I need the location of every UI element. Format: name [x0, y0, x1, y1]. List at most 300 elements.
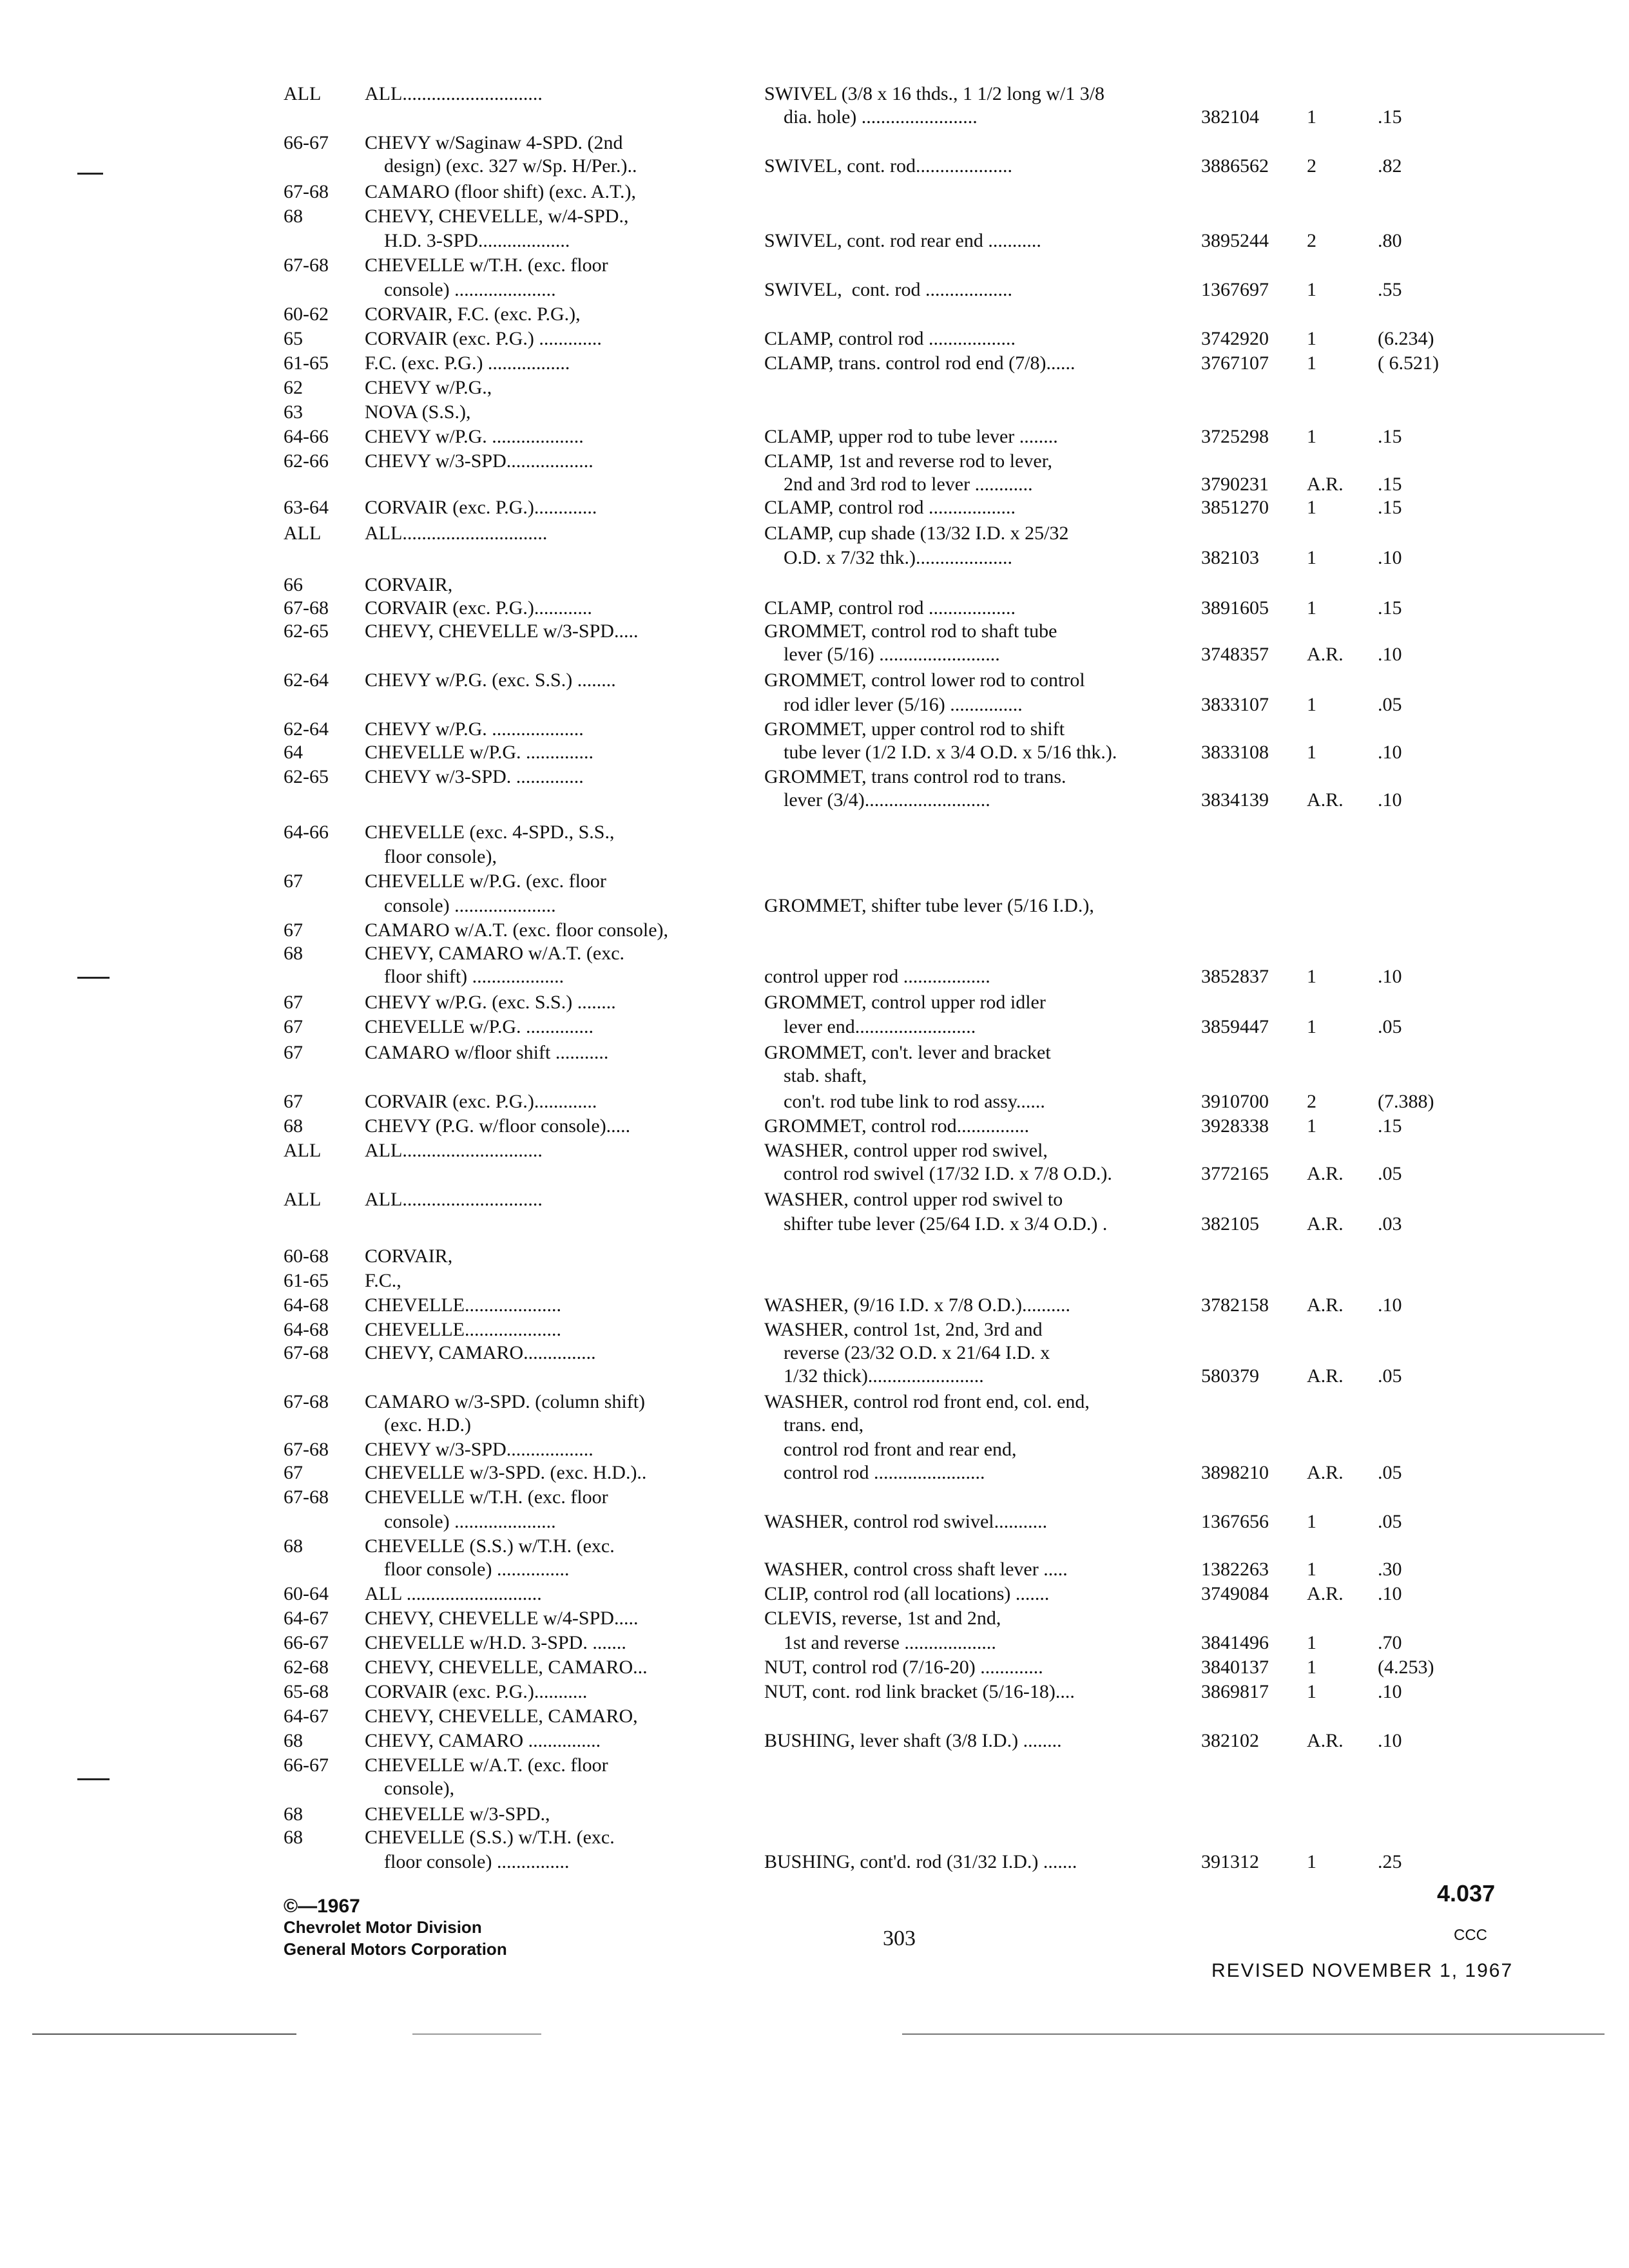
part-description: GROMMET, con't. lever and bracket — [764, 1042, 1051, 1063]
part-description: WASHER, (9/16 I.D. x 7/8 O.D.).......... — [764, 1294, 1070, 1316]
part-description: control rod front and rear end, — [764, 1439, 1017, 1460]
application: CHEVY w/P.G. ................... — [365, 718, 584, 740]
part-description: GROMMET, control rod to shaft tube — [764, 620, 1057, 642]
price: .03 — [1378, 1213, 1402, 1235]
quantity: 1 — [1307, 742, 1316, 763]
table-row — [0, 1704, 1629, 1729]
part-number: 3851270 — [1201, 497, 1269, 518]
part-description: dia. hole) ........................ — [764, 106, 978, 128]
price: .15 — [1378, 597, 1402, 619]
table-row — [0, 1040, 1629, 1066]
model-year: 64-68 — [284, 1294, 329, 1316]
model-year: 64-68 — [284, 1319, 329, 1340]
table-row — [0, 81, 1629, 107]
model-year: ALL — [284, 1189, 322, 1210]
part-number: 3767107 — [1201, 352, 1269, 374]
table-row — [0, 302, 1629, 327]
quantity: A.R. — [1307, 1583, 1344, 1604]
table-row — [0, 1728, 1629, 1754]
table-row — [0, 1268, 1629, 1294]
table-row — [0, 1485, 1629, 1510]
model-year: 65-68 — [284, 1681, 329, 1702]
part-number: 382103 — [1201, 547, 1259, 568]
table-row — [0, 1849, 1629, 1875]
part-description: control upper rod .................. — [764, 966, 990, 987]
quantity: 1 — [1307, 966, 1316, 987]
quantity: 1 — [1307, 497, 1316, 518]
application: console) ..................... — [365, 279, 556, 300]
quantity: 1 — [1307, 1681, 1316, 1702]
part-number: 3725298 — [1201, 426, 1269, 447]
application: CHEVELLE.................... — [365, 1319, 561, 1340]
application: ALL............................. — [365, 83, 543, 104]
model-year: 64-67 — [284, 1608, 329, 1629]
table-row — [0, 1161, 1629, 1187]
table-row — [0, 545, 1629, 571]
application: CHEVELLE w/T.H. (exc. floor — [365, 1486, 608, 1508]
application: CHEVELLE w/P.G. .............. — [365, 1016, 593, 1037]
application: CHEVY, CAMARO............... — [365, 1342, 596, 1363]
part-number: 391312 — [1201, 1851, 1259, 1872]
part-number: 3928338 — [1201, 1115, 1269, 1137]
part-number: 3891605 — [1201, 597, 1269, 619]
model-year: 66-67 — [284, 132, 329, 153]
price: .05 — [1378, 1511, 1402, 1532]
part-description: GROMMET, control rod............... — [764, 1115, 1030, 1137]
application: CAMARO w/floor shift ........... — [365, 1042, 609, 1063]
table-row — [0, 130, 1629, 156]
table-row — [0, 1753, 1629, 1778]
table-row — [0, 1317, 1629, 1343]
table-row — [0, 351, 1629, 376]
quantity: 1 — [1307, 426, 1316, 447]
price: .10 — [1378, 742, 1402, 763]
part-description: GROMMET, shifter tube lever (5/16 I.D.), — [764, 895, 1094, 916]
table-row — [0, 1825, 1629, 1850]
table-row — [0, 1363, 1629, 1389]
table-row — [0, 1776, 1629, 1802]
model-year: 63 — [284, 401, 303, 423]
part-description: CLAMP, upper rod to tube lever ........ — [764, 426, 1058, 447]
table-row — [0, 1014, 1629, 1040]
part-number: 3749084 — [1201, 1583, 1269, 1604]
quantity: 1 — [1307, 597, 1316, 619]
table-row — [0, 228, 1629, 254]
application: CHEVELLE w/T.H. (exc. floor — [365, 255, 608, 276]
table-row — [0, 572, 1629, 598]
part-number: 1367697 — [1201, 279, 1269, 300]
model-year: 62-65 — [284, 620, 329, 642]
part-number: 3834139 — [1201, 789, 1269, 811]
application: CORVAIR (exc. P.G.)............. — [365, 1091, 597, 1112]
model-year: 67-68 — [284, 1391, 329, 1412]
application: floor console) ............... — [365, 1851, 570, 1872]
application: CHEVY, CHEVELLE, w/4-SPD., — [365, 206, 629, 227]
table-row — [0, 1063, 1629, 1089]
application: ALL............................. — [365, 1189, 543, 1210]
part-description: WASHER, control upper rod swivel to — [764, 1189, 1063, 1210]
price: .10 — [1378, 789, 1402, 811]
part-description: WASHER, control 1st, 2nd, 3rd and — [764, 1319, 1043, 1340]
table-row — [0, 521, 1629, 546]
application: (exc. H.D.) — [365, 1414, 471, 1436]
application: CAMARO (floor shift) (exc. A.T.), — [365, 181, 637, 202]
application: CORVAIR (exc. P.G.) ............. — [365, 328, 602, 349]
application: F.C., — [365, 1270, 401, 1291]
quantity: 2 — [1307, 1091, 1316, 1112]
part-description: shifter tube lever (25/64 I.D. x 3/4 O.D.) . — [764, 1213, 1108, 1235]
table-row — [0, 668, 1629, 693]
table-row — [0, 764, 1629, 790]
application: floor console) ............... — [365, 1559, 570, 1580]
price: .05 — [1378, 1163, 1402, 1184]
model-year: 68 — [284, 943, 303, 964]
price: .10 — [1378, 1583, 1402, 1604]
table-row — [0, 1211, 1629, 1237]
model-year: 68 — [284, 1803, 303, 1825]
application: CHEVELLE w/P.G. .............. — [365, 742, 593, 763]
part-description: 1/32 thick)........................ — [764, 1365, 984, 1387]
application: H.D. 3-SPD................... — [365, 230, 570, 251]
table-row — [0, 642, 1629, 668]
part-number: 3748357 — [1201, 644, 1269, 665]
table-row — [0, 1389, 1629, 1415]
application: CHEVY w/P.G., — [365, 377, 492, 398]
table-row — [0, 716, 1629, 742]
quantity: 1 — [1307, 328, 1316, 349]
part-description: 2nd and 3rd rod to lever ............ — [764, 474, 1033, 495]
application: CHEVY, CHEVELLE, CAMARO... — [365, 1657, 648, 1678]
section-number: 4.037 — [1437, 1880, 1496, 1907]
model-year: 66-67 — [284, 1632, 329, 1653]
table-row — [0, 918, 1629, 943]
price: ( 6.521) — [1378, 352, 1439, 374]
application: CORVAIR, — [365, 1245, 453, 1267]
quantity: A.R. — [1307, 644, 1344, 665]
application: CORVAIR (exc. P.G.)........... — [365, 1681, 588, 1702]
part-description: 1st and reverse ................... — [764, 1632, 996, 1653]
quantity: 1 — [1307, 1511, 1316, 1532]
table-row — [0, 1630, 1629, 1656]
part-description: BUSHING, cont'd. rod (31/32 I.D.) ....... — [764, 1851, 1077, 1872]
table-row — [0, 692, 1629, 718]
margin-mark — [77, 173, 103, 175]
table-row — [0, 153, 1629, 179]
model-year: 62-65 — [284, 766, 329, 787]
part-description: WASHER, control rod swivel........... — [764, 1511, 1048, 1532]
part-number: 382104 — [1201, 106, 1259, 128]
price: .10 — [1378, 547, 1402, 568]
part-number: 3742920 — [1201, 328, 1269, 349]
model-year: 64-67 — [284, 1706, 329, 1727]
table-row — [0, 844, 1629, 870]
model-year: 62-64 — [284, 718, 329, 740]
quantity: 1 — [1307, 1115, 1316, 1137]
part-description: CLAMP, trans. control rod end (7/8)...... — [764, 352, 1075, 374]
application: CHEVELLE w/A.T. (exc. floor — [365, 1754, 608, 1776]
table-row — [0, 740, 1629, 765]
table-row — [0, 472, 1629, 497]
table-row — [0, 1460, 1629, 1486]
revision-date: REVISED NOVEMBER 1, 1967 — [1211, 1960, 1514, 1981]
table-row — [0, 1412, 1629, 1438]
table-row — [0, 179, 1629, 205]
part-number: 3910700 — [1201, 1091, 1269, 1112]
model-year: 64-66 — [284, 426, 329, 447]
application: CHEVY, CHEVELLE w/4-SPD..... — [365, 1608, 639, 1629]
part-description: CLAMP, cup shade (13/32 I.D. x 25/32 — [764, 523, 1069, 544]
model-year: 60-68 — [284, 1245, 329, 1267]
model-year: 62 — [284, 377, 303, 398]
part-number: 1367656 — [1201, 1511, 1269, 1532]
quantity: A.R. — [1307, 1213, 1344, 1235]
table-row — [0, 941, 1629, 966]
model-year: 66 — [284, 574, 303, 595]
quantity: 1 — [1307, 279, 1316, 300]
division-name: Chevrolet Motor Division — [284, 1917, 482, 1937]
part-number: 3898210 — [1201, 1462, 1269, 1483]
catalog-code: CCC — [1454, 1927, 1487, 1944]
part-description: trans. end, — [764, 1414, 864, 1436]
price: .05 — [1378, 694, 1402, 715]
application: console) ..................... — [365, 895, 556, 916]
model-year: 65 — [284, 328, 303, 349]
part-number: 3833107 — [1201, 694, 1269, 715]
table-row — [0, 424, 1629, 450]
price: (4.253) — [1378, 1657, 1434, 1678]
quantity: 1 — [1307, 352, 1316, 374]
quantity: 1 — [1307, 1851, 1316, 1872]
table-row — [0, 1655, 1629, 1680]
application: CHEVY w/3-SPD.................. — [365, 1439, 593, 1460]
application: CHEVY, CHEVELLE w/3-SPD..... — [365, 620, 639, 642]
application: CHEVELLE w/3-SPD. (exc. H.D.).. — [365, 1462, 647, 1483]
quantity: 2 — [1307, 155, 1316, 177]
model-year: 62-66 — [284, 450, 329, 472]
model-year: 68 — [284, 206, 303, 227]
price: .15 — [1378, 1115, 1402, 1137]
quantity: A.R. — [1307, 474, 1344, 495]
model-year: 68 — [284, 1115, 303, 1137]
quantity: A.R. — [1307, 789, 1344, 811]
quantity: A.R. — [1307, 1462, 1344, 1483]
part-description: lever (3/4).......................... — [764, 789, 990, 811]
quantity: 1 — [1307, 694, 1316, 715]
table-row — [0, 964, 1629, 990]
application: CORVAIR (exc. P.G.)............. — [365, 497, 597, 518]
part-number: 3790231 — [1201, 474, 1269, 495]
table-row — [0, 1581, 1629, 1607]
table-row — [0, 448, 1629, 474]
price: .05 — [1378, 1365, 1402, 1387]
quantity: 1 — [1307, 547, 1316, 568]
quantity: A.R. — [1307, 1730, 1344, 1751]
application: CHEVELLE.................... — [365, 1294, 561, 1316]
part-description: NUT, control rod (7/16-20) ............. — [764, 1657, 1043, 1678]
model-year: ALL — [284, 1140, 322, 1161]
table-row — [0, 326, 1629, 352]
application: CHEVY w/P.G. (exc. S.S.) ........ — [365, 669, 616, 691]
quantity: A.R. — [1307, 1365, 1344, 1387]
page-rule — [412, 2033, 541, 2035]
application: CAMARO w/3-SPD. (column shift) — [365, 1391, 646, 1412]
application: CORVAIR, F.C. (exc. P.G.), — [365, 303, 581, 325]
table-row — [0, 1340, 1629, 1366]
quantity: 1 — [1307, 1632, 1316, 1653]
application: CHEVY, CHEVELLE, CAMARO, — [365, 1706, 638, 1727]
model-year: 67 — [284, 1016, 303, 1037]
application: CHEVY w/Saginaw 4-SPD. (2nd — [365, 132, 623, 153]
part-description: lever (5/16) ......................... — [764, 644, 1000, 665]
model-year: 67-68 — [284, 1342, 329, 1363]
application: CHEVY, CAMARO w/A.T. (exc. — [365, 943, 625, 964]
application: CHEVY (P.G. w/floor console)..... — [365, 1115, 631, 1137]
quantity: 1 — [1307, 106, 1316, 128]
part-number: 3886562 — [1201, 155, 1269, 177]
price: .25 — [1378, 1851, 1402, 1872]
model-year: 67 — [284, 1462, 303, 1483]
part-number: 3782158 — [1201, 1294, 1269, 1316]
part-description: tube lever (1/2 I.D. x 3/4 O.D. x 5/16 thk.). — [764, 742, 1117, 763]
model-year: 67 — [284, 1042, 303, 1063]
price: .82 — [1378, 155, 1402, 177]
part-number: 382102 — [1201, 1730, 1259, 1751]
table-row — [0, 104, 1629, 130]
table-row — [0, 619, 1629, 644]
part-description: CLAMP, control rod .................. — [764, 328, 1016, 349]
table-row — [0, 495, 1629, 521]
model-year: 66-67 — [284, 1754, 329, 1776]
part-number: 3841496 — [1201, 1632, 1269, 1653]
model-year: ALL — [284, 83, 322, 104]
part-description: SWIVEL, cont. rod rear end ........... — [764, 230, 1041, 251]
application: CAMARO w/A.T. (exc. floor console), — [365, 919, 669, 941]
price: (6.234) — [1378, 328, 1434, 349]
part-number: 3895244 — [1201, 230, 1269, 251]
model-year: 67-68 — [284, 597, 329, 619]
quantity: 1 — [1307, 1657, 1316, 1678]
part-number: 3840137 — [1201, 1657, 1269, 1678]
part-description: NUT, cont. rod link bracket (5/16-18).... — [764, 1681, 1075, 1702]
application: CHEVY w/P.G. ................... — [365, 426, 584, 447]
part-description: O.D. x 7/32 thk.).................... — [764, 547, 1012, 568]
quantity: 1 — [1307, 1016, 1316, 1037]
quantity: A.R. — [1307, 1163, 1344, 1184]
application: floor shift) ................... — [365, 966, 564, 987]
application: CHEVELLE (exc. 4-SPD., S.S., — [365, 822, 615, 843]
model-year: 61-65 — [284, 1270, 329, 1291]
table-row — [0, 820, 1629, 845]
part-description: rod idler lever (5/16) ............... — [764, 694, 1023, 715]
price: .10 — [1378, 1730, 1402, 1751]
application: ALL............................. — [365, 1140, 543, 1161]
model-year: 67 — [284, 992, 303, 1013]
model-year: ALL — [284, 523, 322, 544]
part-description: CLEVIS, reverse, 1st and 2nd, — [764, 1608, 1001, 1629]
part-description: control rod swivel (17/32 I.D. x 7/8 O.D.). — [764, 1163, 1112, 1184]
part-number: 1382263 — [1201, 1559, 1269, 1580]
application: console) ..................... — [365, 1511, 556, 1532]
price: .15 — [1378, 474, 1402, 495]
part-description: BUSHING, lever shaft (3/8 I.D.) ........ — [764, 1730, 1062, 1751]
application: CHEVELLE w/P.G. (exc. floor — [365, 870, 606, 892]
table-row — [0, 1509, 1629, 1535]
price: .10 — [1378, 1294, 1402, 1316]
model-year: 60-62 — [284, 303, 329, 325]
page-rule — [902, 2033, 1605, 2035]
part-description: reverse (23/32 O.D. x 21/64 I.D. x — [764, 1342, 1050, 1363]
part-number: 3852837 — [1201, 966, 1269, 987]
price: .15 — [1378, 106, 1402, 128]
price: .10 — [1378, 644, 1402, 665]
model-year: 62-64 — [284, 669, 329, 691]
application: NOVA (S.S.), — [365, 401, 471, 423]
model-year: 68 — [284, 1535, 303, 1557]
table-row — [0, 1138, 1629, 1164]
part-number: 3869817 — [1201, 1681, 1269, 1702]
table-row — [0, 1557, 1629, 1582]
page-rule — [32, 2033, 296, 2035]
part-description: WASHER, control upper rod swivel, — [764, 1140, 1048, 1161]
price: .30 — [1378, 1559, 1402, 1580]
model-year: 60-64 — [284, 1583, 329, 1604]
price: .15 — [1378, 426, 1402, 447]
table-row — [0, 990, 1629, 1015]
quantity: A.R. — [1307, 1294, 1344, 1316]
part-number: 382105 — [1201, 1213, 1259, 1235]
part-description: CLAMP, 1st and reverse rod to lever, — [764, 450, 1053, 472]
table-row — [0, 1679, 1629, 1705]
quantity: 2 — [1307, 230, 1316, 251]
part-description: control rod ....................... — [764, 1462, 985, 1483]
price: .05 — [1378, 1462, 1402, 1483]
part-description: GROMMET, trans control rod to trans. — [764, 766, 1066, 787]
model-year: 61-65 — [284, 352, 329, 374]
table-row — [0, 1293, 1629, 1318]
model-year: 67 — [284, 919, 303, 941]
price: .15 — [1378, 497, 1402, 518]
application: CHEVY w/P.G. (exc. S.S.) ........ — [365, 992, 616, 1013]
model-year: 67-68 — [284, 1486, 329, 1508]
part-description: GROMMET, upper control rod to shift — [764, 718, 1065, 740]
part-description: stab. shaft, — [764, 1065, 867, 1086]
part-description: lever end......................... — [764, 1016, 976, 1037]
application: CHEVELLE w/3-SPD., — [365, 1803, 550, 1825]
part-number: 3833108 — [1201, 742, 1269, 763]
application: CORVAIR, — [365, 574, 453, 595]
table-row — [0, 787, 1629, 813]
application: design) (exc. 327 w/Sp. H/Per.).. — [365, 155, 637, 177]
application: F.C. (exc. P.G.) ................. — [365, 352, 570, 374]
application: CHEVELLE (S.S.) w/T.H. (exc. — [365, 1827, 615, 1848]
application: CHEVELLE w/H.D. 3-SPD. ....... — [365, 1632, 626, 1653]
price: .10 — [1378, 966, 1402, 987]
part-description: SWIVEL, cont. rod .................. — [764, 279, 1012, 300]
price: .05 — [1378, 1016, 1402, 1037]
model-year: 63-64 — [284, 497, 329, 518]
price: .10 — [1378, 1681, 1402, 1702]
corporation-name: General Motors Corporation — [284, 1939, 507, 1959]
part-number: 3772165 — [1201, 1163, 1269, 1184]
table-row — [0, 869, 1629, 894]
part-description: SWIVEL (3/8 x 16 thds., 1 1/2 long w/1 3/8 — [764, 83, 1105, 104]
table-row — [0, 1606, 1629, 1631]
model-year: 67-68 — [284, 1439, 329, 1460]
price: .55 — [1378, 279, 1402, 300]
table-row — [0, 253, 1629, 278]
table-row — [0, 1113, 1629, 1139]
table-row — [0, 1437, 1629, 1463]
